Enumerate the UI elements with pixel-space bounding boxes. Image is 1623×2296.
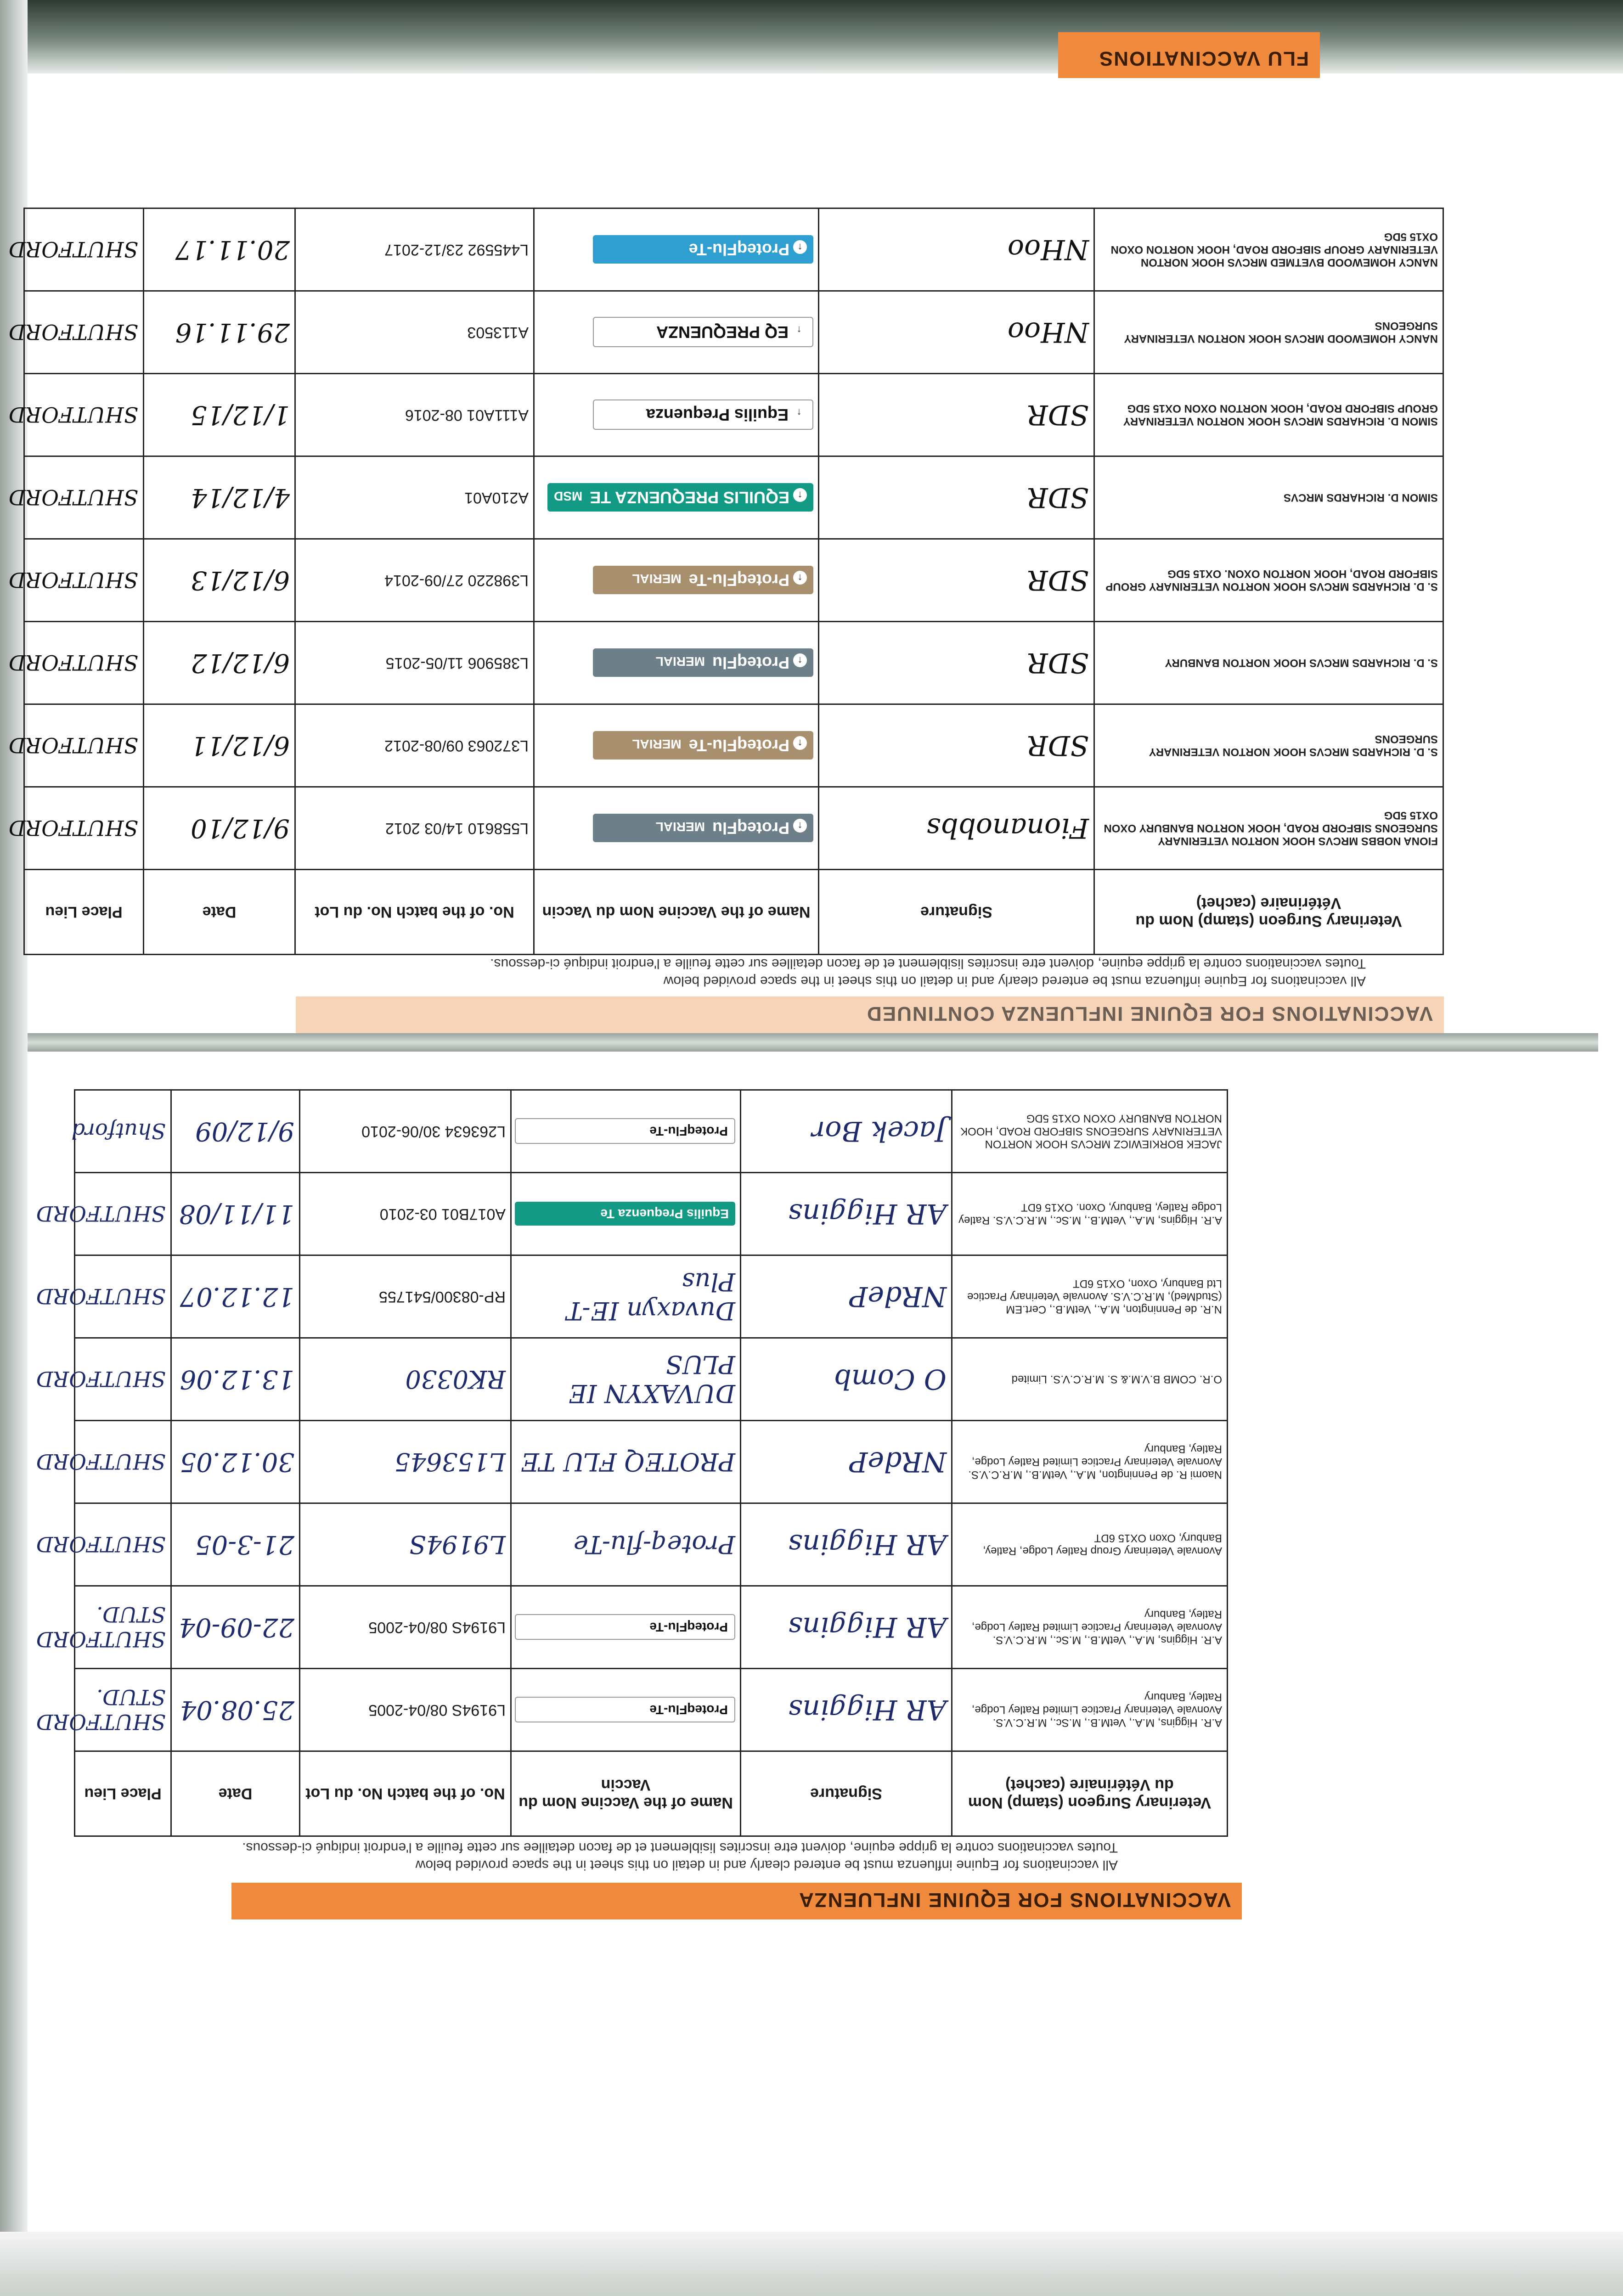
signature: NHoo — [1007, 316, 1089, 349]
vet-stamp: S. D. RICHARDS MRCVS HOOK NORTON VETERINARY SURGEONS — [1149, 733, 1438, 759]
vaccine-sticker — [593, 236, 813, 264]
vaccination-date: 25.08.04 — [180, 1695, 294, 1725]
vaccine-maker: MERIAL — [632, 572, 682, 586]
table-row — [75, 1669, 1228, 1751]
batch-number: L263634 30/06-2010 — [361, 1123, 506, 1140]
batch-number: A113503 — [467, 324, 529, 341]
vaccine-name: Duvaxyn IE-T Plus — [566, 1267, 735, 1326]
batch-number: L558610 14/03 2012 — [385, 820, 529, 837]
header-signature: Signature — [741, 1751, 952, 1836]
signature: SDR — [1027, 564, 1089, 597]
vaccine-name: ProteqFlu-Te — [515, 1697, 735, 1723]
signature: Jacek Bor — [812, 1115, 947, 1148]
table-row — [75, 1586, 1228, 1669]
intro-french: Toutes vaccinations contre la grippe equine, doivent etre inscrites lisiblement et de facon detaillee sur cette feuille a l'endroit indiqué ci-dessous. — [242, 1840, 1118, 1855]
vaccination-date: 12.12.07 — [180, 1282, 294, 1311]
header-place: Place Lieu — [75, 1751, 171, 1836]
vaccination-date: 20.11.17 — [175, 235, 290, 264]
table-row — [24, 622, 1443, 704]
vaccine-maker: MERIAL — [655, 820, 705, 834]
vaccine-name: ProteqFlu-Te — [515, 1615, 735, 1640]
vaccine-maker: MERIAL — [655, 654, 705, 669]
signature: SDR — [1027, 729, 1089, 762]
header-batch: No. of the batch No. du Lot — [295, 870, 534, 955]
batch-number: RK0330 — [405, 1365, 506, 1394]
signature: AR Higgins — [788, 1694, 947, 1726]
vaccination-date: 13.12.06 — [180, 1364, 294, 1394]
signature: NRdeP — [849, 1446, 947, 1478]
header-signature: Signature — [819, 870, 1094, 955]
info-icon: ↑ — [793, 571, 807, 585]
header-vaccine: Name of the Vaccine Nom du Vaccin — [534, 870, 819, 955]
vaccine-sticker — [593, 649, 813, 677]
batch-number: L9194S 08/04-2005 — [368, 1701, 506, 1719]
info-icon: ↑ — [792, 323, 806, 337]
batch-number: L398220 27/09-2014 — [384, 572, 529, 589]
vaccination-place: SHUTFORD — [8, 402, 138, 428]
vaccination-place: SHUTFORD — [36, 1201, 166, 1227]
vaccination-place: SHUTFORD — [8, 816, 138, 841]
flu-vaccination-table — [8, 208, 1444, 955]
batch-number: L372063 09/08-2012 — [384, 737, 529, 754]
vaccination-date: 6/12/13 — [191, 565, 290, 595]
table-row — [75, 1503, 1228, 1586]
vaccine-name: ProteqFlu-Te — [688, 240, 789, 259]
header-date: Date — [144, 870, 295, 955]
vaccination-date: 11/11/08 — [179, 1199, 294, 1229]
batch-number: A210A01 — [464, 489, 529, 506]
table-row — [24, 208, 1443, 291]
info-icon: ↑ — [793, 654, 807, 668]
signature: SDR — [1027, 647, 1089, 679]
header-place: Place Lieu — [24, 870, 144, 955]
batch-number: L9194S — [409, 1530, 506, 1559]
vaccination-place: Shutford — [71, 1119, 166, 1144]
flu-sheet-intro — [172, 955, 1366, 990]
flu-sheet-banner: FLU VACCINATIONS — [1058, 32, 1320, 78]
vaccine-name: Equilis Prequenza — [646, 405, 789, 425]
vet-stamp: N.R. de Pennington, M.A., VetM.B., Cert.EM (StudMed), M.R.C.V.S. Avonvale Veterinary Practice Ltd Banbury, Oxon, OX15 6DT — [967, 1277, 1222, 1316]
signature: AR Higgins — [788, 1198, 947, 1230]
vaccination-place: SHUTFORD — [36, 1284, 166, 1309]
header-batch: No. of the batch No. du Lot — [300, 1751, 511, 1836]
header-date: Date — [171, 1751, 300, 1836]
table-row — [75, 1421, 1228, 1503]
vet-stamp: O.R. COMB B.V.M.& S. M.R.C.V.S. Limited — [1011, 1373, 1222, 1386]
table-row — [24, 787, 1443, 870]
vet-stamp: NANCY HOMEWOOD MRCVS HOOK NORTON VETERINARY SURGEONS — [1124, 320, 1438, 345]
vaccine-name: ProteqFlu-Te — [688, 736, 789, 755]
equine-influenza-sheet — [0, 1112, 1623, 2296]
vaccination-place: SHUTFORD — [8, 650, 138, 675]
vet-stamp: FIONA NOBBS MRCVS HOOK NORTON VETERINARY SURGEONS SIBFORD ROAD, HOOK NORTON BANBURY OXON OX15 5DG — [1104, 809, 1438, 848]
vaccine-sticker — [593, 566, 813, 595]
equine-sheet-banner: VACCINATIONS FOR EQUINE INFLUENZA — [231, 1883, 1242, 1919]
table-row — [24, 456, 1443, 539]
vaccination-date: 21-3-05 — [195, 1530, 294, 1559]
vaccination-place: SHUTFORD STUD. — [36, 1602, 166, 1652]
signature: NHoo — [1007, 233, 1089, 266]
vaccine-sticker — [593, 317, 813, 348]
vet-stamp: A.R. Higgins, M.A., VetM.B., M.Sc., M.R.C.V.S. Avonvale Veterinary Practice Limited Ratley Lodge, Ratley, Banbury — [971, 1691, 1222, 1729]
equine-sheet-intro — [107, 1839, 1118, 1874]
vaccination-place: SHUTFORD — [8, 320, 138, 345]
vet-stamp: SIMON D. RICHARDS MRCVS — [1283, 491, 1438, 504]
batch-number: A017B01 03-2010 — [379, 1205, 506, 1223]
info-icon: ↑ — [792, 406, 806, 420]
vaccination-place: SHUTFORD STUD. — [36, 1685, 166, 1735]
vaccination-place: SHUTFORD — [36, 1367, 166, 1392]
vaccination-date: 4/12/14 — [191, 483, 290, 512]
vaccination-place: SHUTFORD — [8, 485, 138, 510]
info-icon: ↑ — [793, 489, 807, 502]
equine-vaccination-table — [36, 1089, 1228, 1837]
batch-number: L385906 11/05-2015 — [385, 654, 529, 672]
vaccination-place: SHUTFORD — [8, 733, 138, 758]
batch-number: L153645 — [394, 1447, 506, 1476]
vaccine-sticker — [593, 400, 813, 430]
vet-stamp: SIMON D. RICHARDS MRCVS HOOK NORTON VETERINARY GROUP SIBFORD ROAD, HOOK NORTON OXON OX15 5DG — [1123, 402, 1438, 428]
table-header-row — [24, 870, 1443, 955]
vaccine-sticker — [593, 814, 813, 843]
vaccination-date: 9/12/09 — [195, 1116, 294, 1146]
info-icon: ↑ — [793, 737, 807, 750]
vaccination-place: SHUTFORD — [8, 237, 138, 262]
intro-english: All vaccinations for Equine influenza must be entered clearly and in detail on this sheet in the space provided below — [415, 1857, 1118, 1873]
table-row — [24, 539, 1443, 622]
signature: SDR — [1027, 399, 1089, 431]
vet-stamp: S. D. RICHARDS MRCVS HOOK NORTON VETERINARY GROUP SIBFORD ROAD, HOOK NORTON OXON. OX15 5DG — [1105, 568, 1438, 593]
batch-number: L9194S 08/04-2005 — [368, 1619, 506, 1636]
signature: NRdeP — [849, 1280, 947, 1313]
table-row — [24, 374, 1443, 456]
vaccine-name: ProteqFlu-Te — [688, 571, 789, 590]
vet-stamp: A.R. Higgins, M.A., VetM.B., M.Sc., M.R.C.V.S. Avonvale Veterinary Practice Limited Ratley Lodge, Ratley, Banbury — [971, 1608, 1222, 1647]
intro-french: Toutes vaccinations contre la grippe equine, doivent etre inscrites lisiblement et de facon detaillee sur cette feuille a l'endroit indiqué ci-dessous. — [490, 956, 1366, 971]
table-row — [24, 704, 1443, 787]
signature: O Comb — [834, 1363, 947, 1396]
header-surgeon: Veterinary Surgeon (stamp) Nom du Vétérinaire (cachet) — [1094, 870, 1443, 955]
header-surgeon: Veterinary Surgeon (stamp) Nom du Vétérinaire (cachet) — [952, 1751, 1228, 1836]
page-spine — [28, 1033, 1598, 1052]
vet-stamp: S. D. RICHARDS MRCVS HOOK NORTON BANBURY — [1165, 657, 1438, 670]
vaccine-maker: MERIAL — [632, 737, 682, 752]
info-icon: ↑ — [793, 819, 807, 833]
vaccination-date: 6/12/12 — [191, 648, 290, 678]
vaccine-name: DUVAXYN IE PLUS — [569, 1350, 735, 1408]
vaccine-name: ProteqFlu — [712, 653, 789, 673]
vaccine-name: PROTEQ FLU TE — [521, 1447, 735, 1476]
continued-banner: VACCINATIONS FOR EQUINE INFLUENZA CONTINUED — [296, 996, 1444, 1033]
vaccine-name: EQUILIS PREQUENZA TE — [590, 488, 789, 507]
vaccination-date: 29.11.16 — [175, 317, 290, 347]
vaccination-date: 6/12/11 — [191, 731, 290, 760]
vet-stamp: JACEK BORKIEWICZ MRCVS HOOK NORTON VETERINARY SURGEONS SIBFORD ROAD, HOOK NORTON BANBURY OXON OX15 5DG — [960, 1112, 1222, 1151]
vaccine-name: ProteqFlu — [712, 819, 789, 838]
vaccination-date: 22-09-04 — [179, 1612, 294, 1642]
vaccine-name: EQ PREQUENZA — [656, 323, 789, 342]
vaccine-name: ProteqFlu-Te — [515, 1119, 735, 1144]
header-vaccine: Name of the Vaccine Nom du Vaccin — [511, 1751, 741, 1836]
vaccination-place: SHUTFORD — [36, 1449, 166, 1474]
batch-number: L445592 23/12-2017 — [384, 241, 529, 259]
batch-number: RP-08300/541755 — [378, 1288, 506, 1306]
vaccination-date: 30.12.05 — [180, 1447, 294, 1477]
vaccine-name: Proteq-flu-Te — [573, 1530, 735, 1559]
signature: AR Higgins — [788, 1528, 947, 1561]
signature: AR Higgins — [788, 1611, 947, 1643]
table-row — [75, 1255, 1228, 1338]
vaccination-place: SHUTFORD — [36, 1532, 166, 1557]
vet-stamp: Naomi R. de Pennington, M.A., VetM.B., M.R.C.V.S. Avonvale Veterinary Practice Limited Ratley Lodge, Ratley, Banbury — [968, 1443, 1222, 1481]
signature: SDR — [1027, 481, 1089, 514]
table-row — [75, 1338, 1228, 1421]
info-icon: ↑ — [793, 241, 807, 254]
vaccine-name: Equilis Prequenza Te — [515, 1202, 735, 1226]
vaccination-date: 9/12/10 — [191, 813, 290, 843]
table-row — [24, 291, 1443, 374]
vet-stamp: NANCY HOMEWOOD BVETMED MRCVS HOOK NORTON VETERINARY GROUP SIBFORD ROAD, HOOK NORTON OXON OX15 5DG — [1110, 231, 1438, 269]
vaccination-date: 1/12/15 — [191, 400, 290, 430]
vet-stamp: A.R. Higgins, M.A., VetM.B., M.Sc., M.R.C.V.S. Ratley Lodge Ratley, Banbury, Oxon. OX15 6DT — [958, 1201, 1222, 1227]
vaccination-place: SHUTFORD — [8, 568, 138, 593]
vaccine-sticker — [593, 732, 813, 760]
table-header-row — [75, 1751, 1228, 1836]
vaccine-sticker — [547, 484, 813, 512]
vet-stamp: Avonvale Veterinary Group Ratley Lodge, Ratley, Banbury, Oxon OX15 6DT — [983, 1532, 1222, 1558]
batch-number: A111A01 08-2016 — [405, 406, 529, 424]
intro-english: All vaccinations for Equine influenza must be entered clearly and in detail on this sheet in the space provided below — [663, 974, 1366, 989]
signature: Fionanobbs — [926, 812, 1089, 844]
vaccine-maker: MSD — [554, 489, 583, 504]
table-row — [75, 1173, 1228, 1255]
